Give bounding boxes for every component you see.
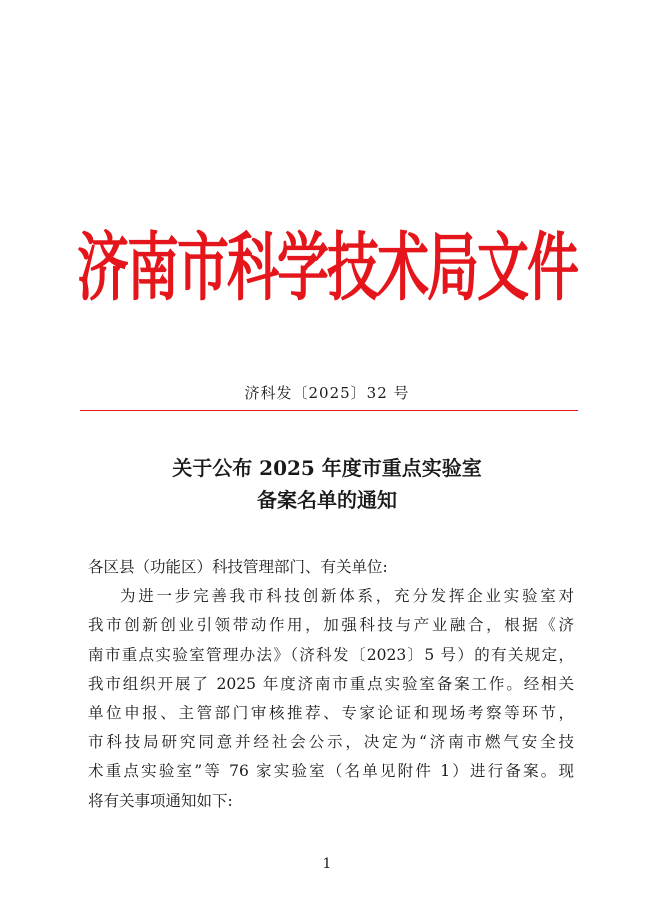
salutation-line: 各区县（功能区）科技管理部门、有关单位: xyxy=(88,558,388,576)
masthead-title: 济南市科学技术局文件 xyxy=(76,226,577,312)
body-line: 单位申报、主管部门审核推荐、专家论证和现场考察等环节， xyxy=(88,703,574,722)
body-line: 将有关事项通知如下: xyxy=(88,791,233,810)
title-line-2: 备案名单的通知 xyxy=(257,488,397,512)
document-body xyxy=(88,553,574,816)
red-separator-line xyxy=(80,410,578,411)
body-line: 南市重点实验室管理办法》（济科发〔2023〕5 号）的有关规定， xyxy=(88,645,574,664)
document-number: 济科发〔2025〕32 号 xyxy=(244,384,410,402)
body-line: 我市组织开展了 2025 年度济南市重点实验室备案工作。经相关 xyxy=(88,674,574,693)
title-line-1: 关于公布 2025 年度市重点实验室 xyxy=(172,456,482,480)
body-line: 为进一步完善我市科技创新体系，充分发挥企业实验室对 xyxy=(120,587,574,606)
page-number: 1 xyxy=(322,856,332,872)
document-title xyxy=(0,452,654,516)
body-line: 我市创新创业引领带动作用，加强科技与产业融合，根据《济 xyxy=(88,616,574,635)
body-line: 市科技局研究同意并经社会公示，决定为“济南市燃气安全技 xyxy=(88,733,574,752)
body-line: 术重点实验室”等 76 家实验室（名单见附件 1）进行备案。现 xyxy=(88,762,574,781)
